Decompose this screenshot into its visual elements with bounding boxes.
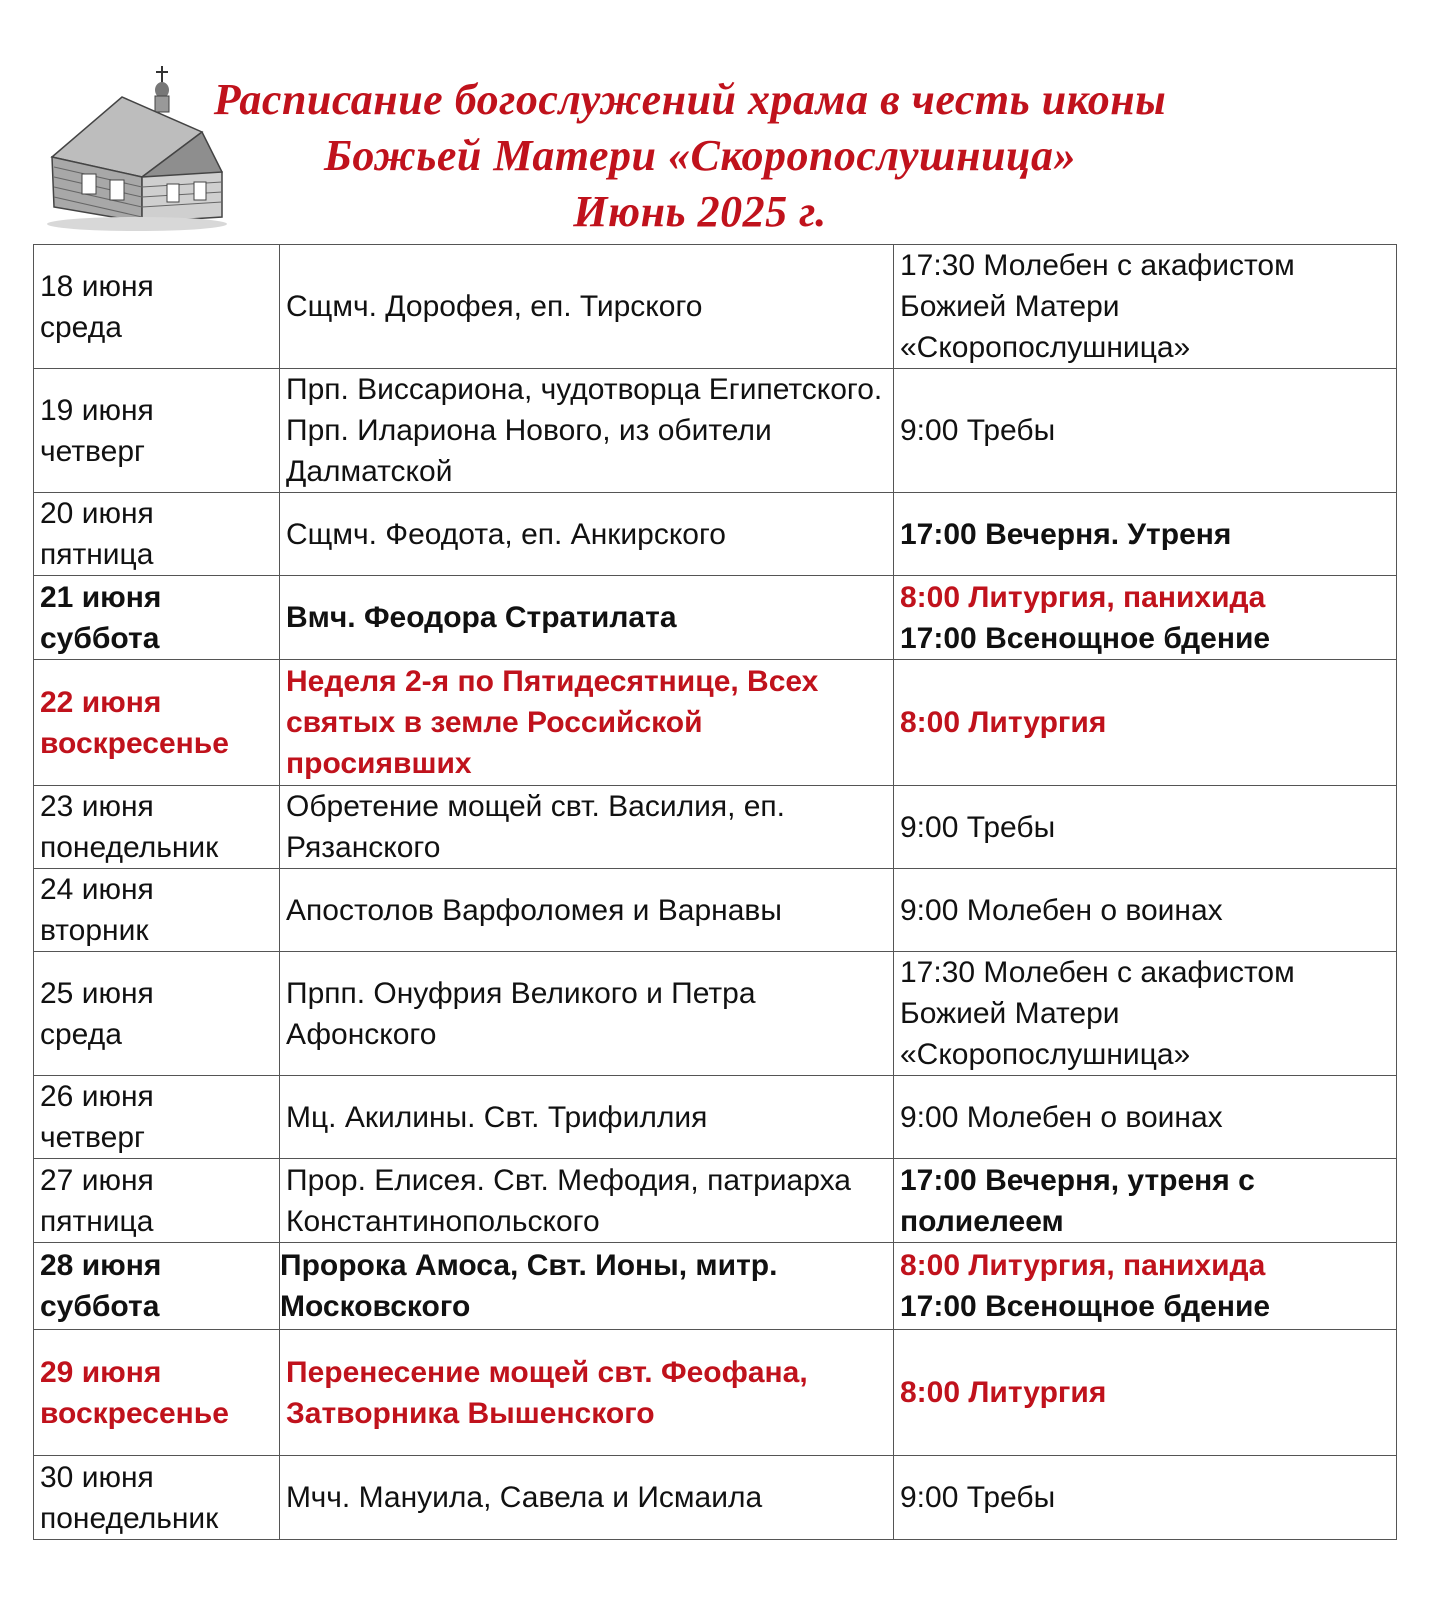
saint-cell: Пророка Амоса, Свт. Ионы, митр. Московского — [280, 1243, 894, 1330]
service-cell — [894, 493, 1397, 576]
table-row — [34, 1243, 1397, 1330]
date-text: 25 июня — [40, 976, 154, 1010]
table-row — [34, 369, 1397, 493]
date-cell — [34, 245, 280, 369]
service-cell — [894, 1330, 1397, 1456]
date-cell — [34, 869, 280, 952]
saint-cell: Прп. Виссариона, чудотворца Египетского. Прп. Илариона Нового, из обители Далматской — [280, 369, 894, 493]
header — [0, 0, 1430, 245]
page-title-line-3: Июнь 2025 г. — [573, 187, 827, 236]
service-cell — [894, 1076, 1397, 1159]
table-row — [34, 245, 1397, 369]
saint-cell: Апостолов Варфоломея и Варнавы — [280, 869, 894, 952]
weekday-text: суббота — [40, 621, 160, 655]
weekday-text: среда — [40, 310, 122, 344]
service-text: 9:00 Требы — [900, 1481, 1056, 1514]
weekday-text: пятница — [40, 1204, 154, 1238]
date-text: 19 июня — [40, 393, 154, 427]
service-cell — [894, 576, 1397, 660]
date-text: 27 июня — [40, 1163, 154, 1197]
weekday-text: четверг — [40, 434, 145, 468]
service-cell — [894, 369, 1397, 493]
service-text: 8:00 Литургия — [900, 706, 1107, 739]
date-cell — [34, 952, 280, 1076]
service-text: 9:00 Молебен о воинах — [900, 1100, 1223, 1134]
service-text: 8:00 Литургия, панихида — [900, 1249, 1266, 1282]
service-text: 17:00 Всенощное бдение — [900, 1290, 1271, 1323]
service-text: 17:00 Вечерня, утреня с полиелеем — [900, 1163, 1255, 1238]
saint-cell: Перенесение мощей свт. Феофана, Затворника Вышенского — [280, 1330, 894, 1456]
weekday-text: суббота — [40, 1290, 160, 1323]
date-text: 26 июня — [40, 1080, 154, 1113]
date-cell — [34, 1076, 280, 1159]
date-cell — [34, 1456, 280, 1540]
date-text: 28 июня — [40, 1249, 162, 1282]
weekday-text: понедельник — [40, 1501, 219, 1535]
table-row — [34, 869, 1397, 952]
saint-cell: Вмч. Феодора Стратилата — [280, 576, 894, 660]
date-text: 18 июня — [40, 269, 154, 303]
weekday-text: понедельник — [40, 831, 219, 864]
weekday-text: вторник — [40, 914, 149, 947]
page-title-line-2: Божьей Матери «Скоропослушница» — [323, 131, 1077, 180]
table-row — [34, 1159, 1397, 1243]
service-cell — [894, 869, 1397, 952]
service-cell — [894, 786, 1397, 869]
saint-cell: Прпп. Онуфрия Великого и Петра Афонского — [280, 952, 894, 1076]
table-row — [34, 660, 1397, 786]
date-text: 23 июня — [40, 790, 154, 823]
table-row — [34, 786, 1397, 869]
saint-cell: Прор. Елисея. Свт. Мефодия, патриарха Константинопольского — [280, 1159, 894, 1243]
service-cell — [894, 952, 1397, 1076]
date-cell — [34, 1330, 280, 1456]
table-row — [34, 576, 1397, 660]
service-text: 8:00 Литургия — [900, 1376, 1107, 1409]
service-cell — [894, 1243, 1397, 1330]
date-text: 20 июня — [40, 497, 154, 530]
date-cell — [34, 1159, 280, 1243]
service-cell — [894, 660, 1397, 786]
service-text: 17:30 Молебен с акафистом Божией Матери «Скоропослушница» — [900, 956, 1295, 1071]
date-cell — [34, 786, 280, 869]
service-cell — [894, 1159, 1397, 1243]
page-title-line-1: Расписание богослужений храма в честь иконы — [213, 75, 1167, 124]
service-text: 17:00 Всенощное бдение — [900, 621, 1271, 655]
service-text: 9:00 Требы — [900, 810, 1056, 844]
service-text: 8:00 Литургия, панихида — [900, 580, 1266, 614]
service-text: 9:00 Молебен о воинах — [900, 893, 1223, 927]
date-cell — [34, 1243, 280, 1330]
date-text: 24 июня — [40, 873, 154, 906]
date-text: 21 июня — [40, 580, 162, 614]
saint-cell: Обретение мощей свт. Василия, еп. Рязанского — [280, 786, 894, 869]
service-text: 17:30 Молебен с акафистом Божией Матери «Скоропослушница» — [900, 249, 1295, 364]
date-text: 30 июня — [40, 1460, 154, 1494]
schedule-table — [33, 244, 1397, 1540]
service-text: 9:00 Требы — [900, 414, 1056, 447]
saint-cell: Мц. Акилины. Свт. Трифиллия — [280, 1076, 894, 1159]
date-cell — [34, 660, 280, 786]
service-cell — [894, 245, 1397, 369]
weekday-text: среда — [40, 1017, 122, 1051]
table-row — [34, 1076, 1397, 1159]
table-row — [34, 952, 1397, 1076]
saint-cell: Сщмч. Феодота, еп. Анкирского — [280, 493, 894, 576]
saint-cell: Сщмч. Дорофея, еп. Тирского — [280, 245, 894, 369]
date-cell — [34, 493, 280, 576]
weekday-text: воскресенье — [40, 1396, 229, 1430]
weekday-text: воскресенье — [40, 726, 229, 760]
service-text: 17:00 Вечерня. Утреня — [900, 517, 1232, 551]
date-cell — [34, 369, 280, 493]
date-text: 29 июня — [40, 1355, 162, 1389]
service-cell — [894, 1456, 1397, 1540]
weekday-text: пятница — [40, 538, 154, 571]
weekday-text: четверг — [40, 1121, 145, 1154]
date-text: 22 июня — [40, 685, 162, 719]
table-row — [34, 493, 1397, 576]
saint-cell: Неделя 2-я по Пятидесятнице, Всех святых в земле Российской просиявших — [280, 660, 894, 786]
saint-cell: Мчч. Мануила, Савела и Исмаила — [280, 1456, 894, 1540]
date-cell — [34, 576, 280, 660]
table-row — [34, 1456, 1397, 1540]
table-row — [34, 1330, 1397, 1456]
